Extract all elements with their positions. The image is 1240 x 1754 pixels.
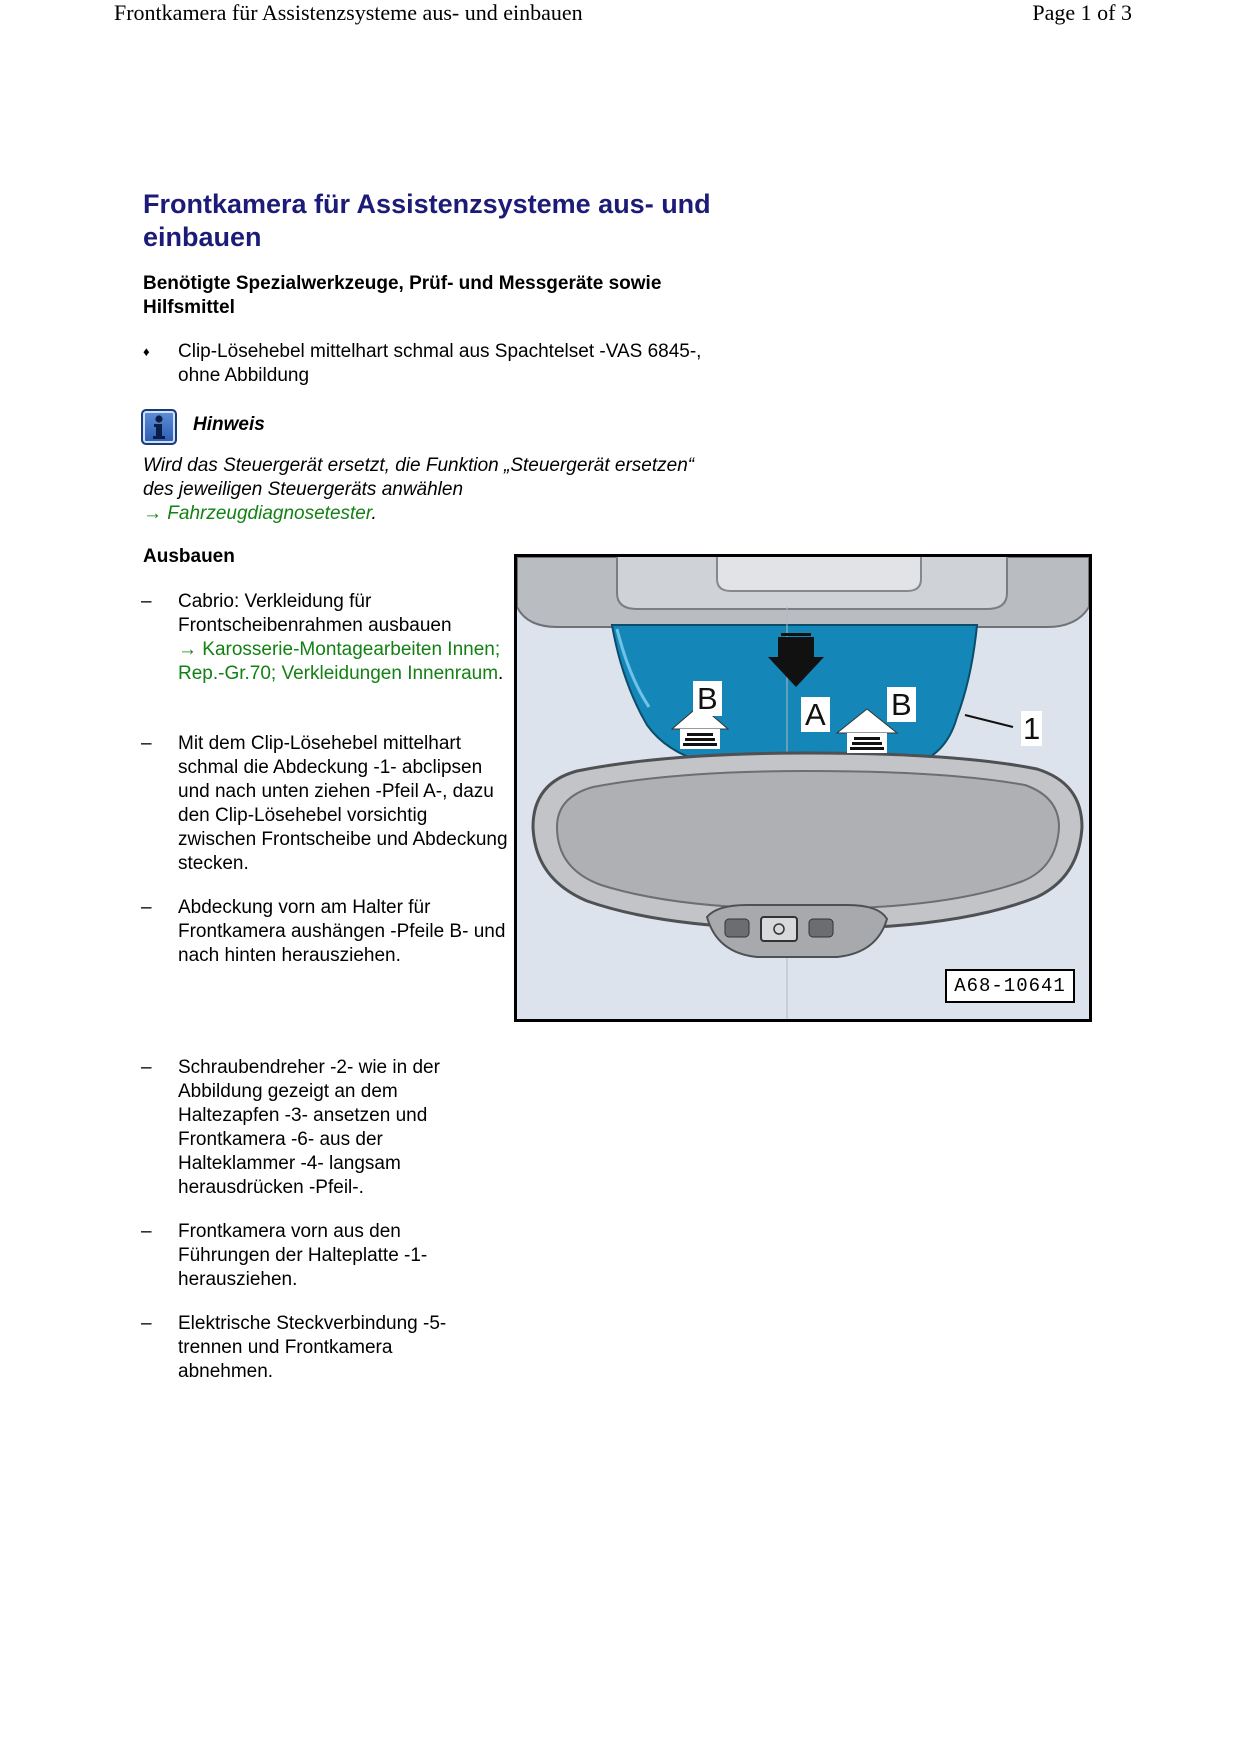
step-item	[178, 590, 508, 686]
step-item: Mit dem Clip-Lösehebel mittelhart schmal die Abdeckung -1- abclipsen und nach unten ziehen -Pfeil A-, dazu den Clip-Lösehebel vorsichtig zwischen Frontscheibe und Abdeckung stecken.	[178, 733, 508, 874]
link-karosserie-montagearbeiten[interactable]: → Karosserie-Montagearbeiten Innen; Rep.-Gr.70; Verkleidungen Innenraum	[178, 639, 501, 684]
bullet-icon: ♦	[143, 344, 150, 359]
note-label: Hinweis	[193, 414, 265, 435]
step-item: Elektrische Steckverbindung -5- trennen und Frontkamera abnehmen.	[178, 1313, 447, 1382]
tools-heading: Benötigte Spezialwerkzeuge, Prüf- und Messgeräte sowie Hilfsmittel	[143, 273, 662, 318]
link-fahrzeugdiagnosetester[interactable]: → Fahrzeugdiagnosetester	[143, 503, 372, 524]
info-icon	[141, 409, 177, 445]
dash-marker: –	[141, 897, 152, 918]
dash-marker: –	[141, 1313, 152, 1334]
note-text	[143, 454, 703, 526]
figure-mirror-cover	[514, 554, 1092, 1022]
step-item: Frontkamera vorn aus den Führungen der Halteplatte -1- herausziehen.	[178, 1221, 428, 1290]
figure-callout-1: 1	[1023, 711, 1041, 746]
figure-label-a: A	[801, 697, 830, 732]
step-item: Abdeckung vorn am Halter für Frontkamera aushängen -Pfeile B- und nach hinten herausziehen.	[178, 897, 506, 966]
tool-item: Clip-Lösehebel mittelhart schmal aus Spachtelset -VAS 6845-, ohne Abbildung	[178, 341, 702, 386]
figure-label-b-left: B	[693, 681, 722, 716]
running-header-title: Frontkamera für Assistenzsysteme aus- und einbauen	[114, 0, 583, 25]
note-body: Wird das Steuergerät ersetzt, die Funktion „Steuergerät ersetzen“ des jeweiligen Steuergeräts anwählen	[143, 455, 695, 500]
dash-marker: –	[141, 1221, 152, 1242]
section-heading-ausbauen: Ausbauen	[143, 546, 235, 567]
step-trailing: .	[498, 663, 504, 684]
dash-marker: –	[141, 733, 152, 754]
dash-marker: –	[141, 591, 152, 612]
figure-label-b-right: B	[887, 687, 916, 722]
figure-id: A68-10641	[945, 969, 1075, 1003]
page-title: Frontkamera für Assistenzsysteme aus- und einbauen	[143, 189, 711, 252]
page-indicator: Page 1 of 3	[1032, 0, 1132, 25]
step-text: Cabrio: Verkleidung für Frontscheibenrahmen ausbauen	[178, 591, 452, 636]
dash-marker: –	[141, 1057, 152, 1078]
note-trailing: .	[371, 503, 377, 524]
figure-illustration	[517, 557, 1089, 1019]
step-item: Schraubendreher -2- wie in der Abbildung gezeigt an dem Haltezapfen -3- ansetzen und Frontkamera -6- aus der Halteklammer -4- langsam herausdrücken -Pfeil-.	[178, 1057, 440, 1198]
